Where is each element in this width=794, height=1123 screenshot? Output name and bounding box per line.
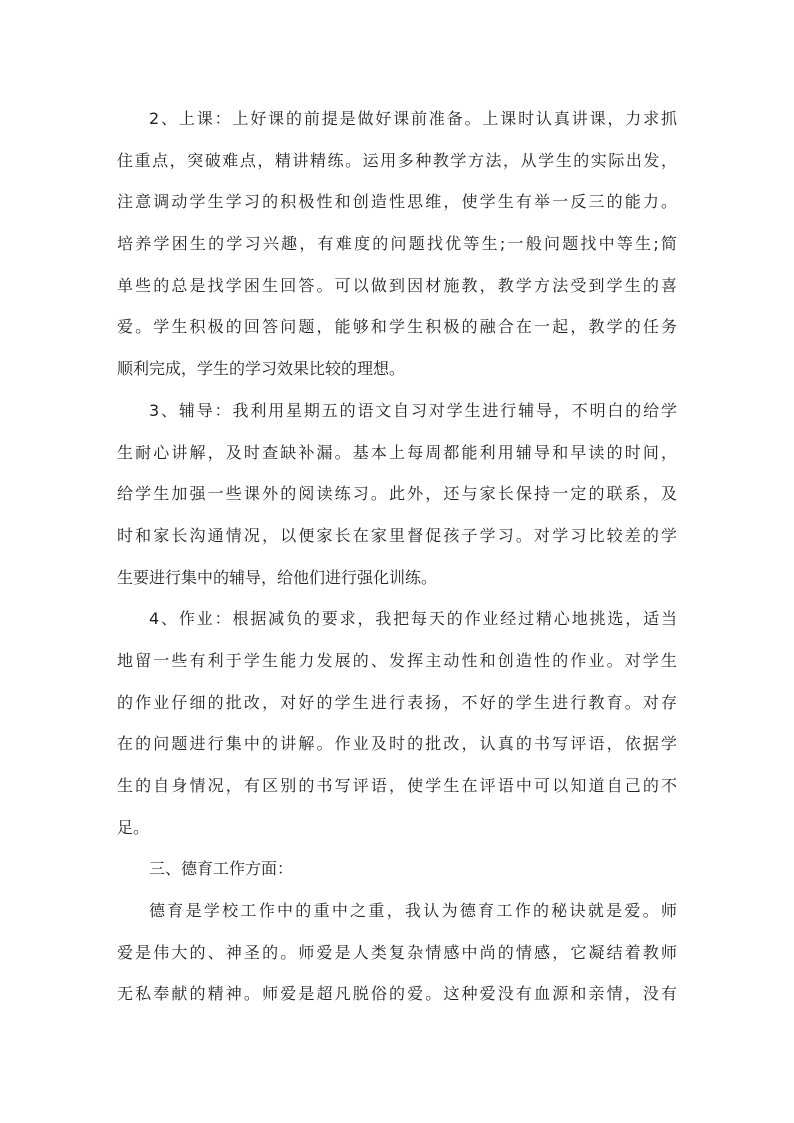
text-line: 无私奉献的精神。师爱是超凡脱俗的爱。这种爱没有血源和亲情，没有	[117, 984, 677, 1004]
text-line: 生的自身情况，有区别的书写评语，使学生在评语中可以知道自己的不	[117, 776, 677, 795]
text-line: 3、辅导：我利用星期五的语文自习对学生进行辅导，不明白的给学	[149, 400, 677, 420]
paragraph-moral-education	[117, 890, 677, 1015]
text-line: 生要进行集中的辅导，给他们进行强化训练。	[117, 567, 438, 587]
text-line: 培养学困生的学习兴趣，有难度的问题找优等生;一般问题找中等生;简	[117, 234, 677, 254]
text-line: 4、作业：根据减负的要求，我把每天的作业经过精心地挑选，适当	[149, 609, 677, 629]
text-line: 顺利完成，学生的学习效果比较的理想。	[117, 359, 406, 379]
paragraph-homework	[117, 598, 677, 848]
text-line: 爱是伟大的、神圣的。师爱是人类复杂情感中尚的情感，它凝结着教师	[117, 942, 677, 962]
text-line: 地留一些有利于学生能力发展的、发挥主动性和创造性的作业。对学生	[117, 650, 677, 670]
document-body	[117, 98, 677, 1015]
section-heading-moral-education	[117, 848, 677, 890]
text-line: 给学生加强一些课外的阅读练习。此外，还与家长保持一定的联系，及	[117, 484, 677, 504]
text-line: 单些的总是找学困生回答。可以做到因材施教，教学方法受到学生的喜	[117, 275, 677, 295]
text-line: 2、上课：上好课的前提是做好课前准备。上课时认真讲课，力求抓	[149, 109, 677, 128]
text-line: 足。	[117, 817, 150, 837]
section-heading: 三、德育工作方面：	[149, 859, 294, 879]
text-line: 住重点，突破难点，精讲精练。运用多种教学方法，从学生的实际出发，	[117, 150, 677, 170]
text-line: 时和家长沟通情况，以便家长在家里督促孩子学习。对学习比较差的学	[117, 525, 677, 545]
text-line: 注意调动学生学习的积极性和创造性思维，使学生有举一反三的能力。	[117, 192, 677, 212]
text-line: 生耐心讲解，及时查缺补漏。基本上每周都能利用辅导和早读的时间，	[117, 442, 677, 462]
text-line: 的作业仔细的批改，对好的学生进行表扬，不好的学生进行教育。对存	[117, 692, 677, 712]
text-line: 爱。学生积极的回答问题，能够和学生积极的融合在一起，教学的任务	[117, 317, 677, 337]
paragraph-tutoring	[117, 390, 677, 598]
paragraph-teaching	[117, 98, 677, 390]
text-line: 德育是学校工作中的重中之重，我认为德育工作的秘诀就是爱。师	[149, 901, 677, 921]
text-line: 在的问题进行集中的讲解。作业及时的批改，认真的书写评语，依据学	[117, 734, 677, 754]
